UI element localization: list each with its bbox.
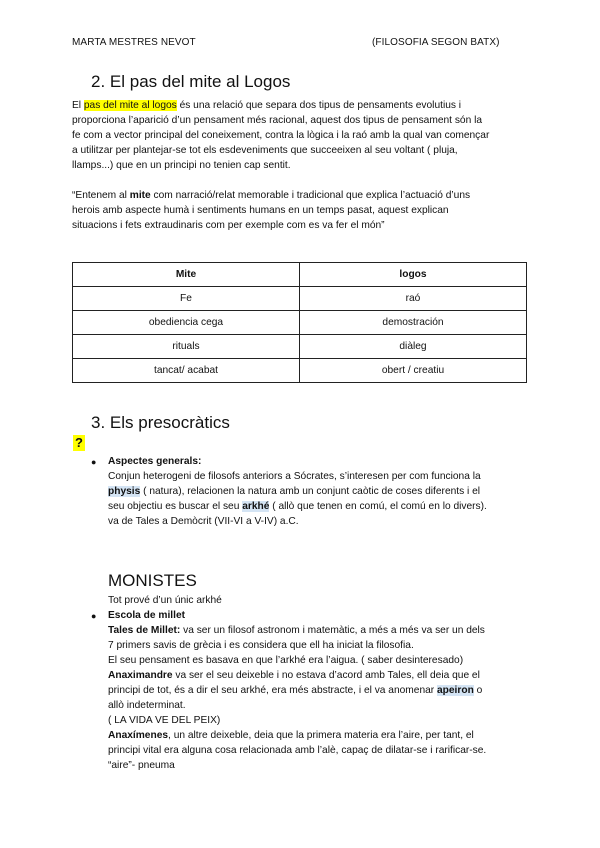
section-2-title: 2. El pas del mite al Logos bbox=[91, 72, 291, 91]
anaximandre-line-4: ( LA VIDA VE DEL PEIX) bbox=[108, 715, 221, 726]
anaximenes-line-2: principi vital era alguna cosa relacionada amb l’alè, capaç de dilatar-se i rarificar-se. bbox=[108, 745, 487, 756]
millet-school-title: Escola de millet bbox=[108, 610, 186, 621]
general-aspects-block bbox=[108, 454, 533, 529]
quote-paragraph bbox=[72, 188, 532, 233]
anaximandre-line-1: Anaximandre va ser el seu deixeble i no estava d’acord amb Tales, ell deia que el bbox=[108, 670, 480, 681]
general-line-3: seu objectiu es buscar el seu arkhé ( allò que tenen en comú, el comú en lo divers). bbox=[108, 501, 487, 512]
intro-line-5: llamps...) que en un principi no tenien cap sentit. bbox=[72, 160, 291, 171]
general-line-1: Conjun heterogeni de filosofs anteriors a Sócrates, s’interesen per com funciona la bbox=[108, 471, 481, 482]
intro-line-2: proporciona l’aparició d’un pensament més racional, aquest dos tipus de pensament són la bbox=[72, 115, 483, 126]
table-row bbox=[73, 287, 527, 311]
anaximenes-line-1: Anaxímenes, un altre deixeble, deia que la primera materia era l’aire, per tant, el bbox=[108, 730, 474, 741]
intro-line-1: El pas del mite al logos és una relació que separa dos tipus de pensaments evolutius i bbox=[72, 100, 462, 111]
table-cell: obert / creatiu bbox=[300, 359, 527, 383]
mite-logos-table bbox=[72, 262, 527, 383]
tales-line-2: 7 primers savis de grècia i es considera que ell ha iniciat la filosofia. bbox=[108, 640, 414, 651]
tales-line-1: Tales de Millet: va ser un filosof astronom i matemàtic, a més a més va ser un dels bbox=[108, 625, 485, 636]
section-3-title: 3. Els presocràtics bbox=[91, 413, 230, 432]
highlighted-term: pas del mite al logos bbox=[83, 100, 177, 111]
general-line-4: va de Tales a Demòcrit (VII-VI a V-IV) a.C. bbox=[108, 516, 299, 527]
intro-line-3: fe com a vector principal del coneixement, contra la lògica i la raó amb la qual van començar bbox=[72, 130, 490, 141]
table-cell: obediencia cega bbox=[73, 311, 300, 335]
table-cell: demostración bbox=[300, 311, 527, 335]
table-cell: diàleg bbox=[300, 335, 527, 359]
general-line-2: physis ( natura), relacionen la natura amb un conjunt caòtic de coses diferents i el bbox=[108, 486, 481, 497]
tales-line-3: El seu pensament es basava en que l’arkhé era l’aigua. ( saber desinteresado) bbox=[108, 655, 464, 666]
quote-line-2: herois amb aspecte humà i sentiments humans en un temps pasat, aquest explican bbox=[72, 205, 449, 216]
intro-line-4: a utilitzar per plantejar-se tot els esdeveniments que succeeixen al seu voltant ( pluja, bbox=[72, 145, 458, 156]
table-cell: raó bbox=[300, 287, 527, 311]
header-course: (FILOSOFIA SEGON BATX) bbox=[372, 37, 500, 48]
quote-line-1: “Entenem al mite com narració/relat memorable i tradicional que explica l’actuació d’uns bbox=[72, 190, 471, 201]
table-header-row bbox=[73, 263, 527, 287]
table-row bbox=[73, 335, 527, 359]
table-cell: rituals bbox=[73, 335, 300, 359]
general-aspects-title: Aspectes generals: bbox=[108, 456, 202, 467]
anaximenes-line-3: “aire”- pneuma bbox=[108, 760, 175, 771]
millet-school-block bbox=[108, 608, 533, 773]
table-row bbox=[73, 359, 527, 383]
monistes-heading: MONISTES bbox=[108, 571, 197, 590]
table-row bbox=[73, 311, 527, 335]
question-mark-highlight: ? bbox=[75, 435, 83, 450]
monistes-subtitle: Tot prové d’un únic arkhé bbox=[108, 595, 222, 606]
anaximandre-line-3: allò indeterminat. bbox=[108, 700, 186, 711]
table-header-cell: logos bbox=[300, 263, 527, 287]
bullet-icon: ● bbox=[91, 457, 97, 467]
quote-line-3: situacions i fets extraudinaris com per exemple com es va fer el món” bbox=[72, 220, 385, 231]
intro-paragraph bbox=[72, 98, 532, 173]
table-cell: tancat/ acabat bbox=[73, 359, 300, 383]
table-cell: Fe bbox=[73, 287, 300, 311]
header-author: MARTA MESTRES NEVOT bbox=[72, 37, 196, 48]
table-header-cell: Mite bbox=[73, 263, 300, 287]
anaximandre-line-2: principi de tot, és a dir el seu arkhé, era més abstracte, i el va anomenar apeiron o bbox=[108, 685, 483, 696]
bullet-icon: ● bbox=[91, 611, 97, 621]
